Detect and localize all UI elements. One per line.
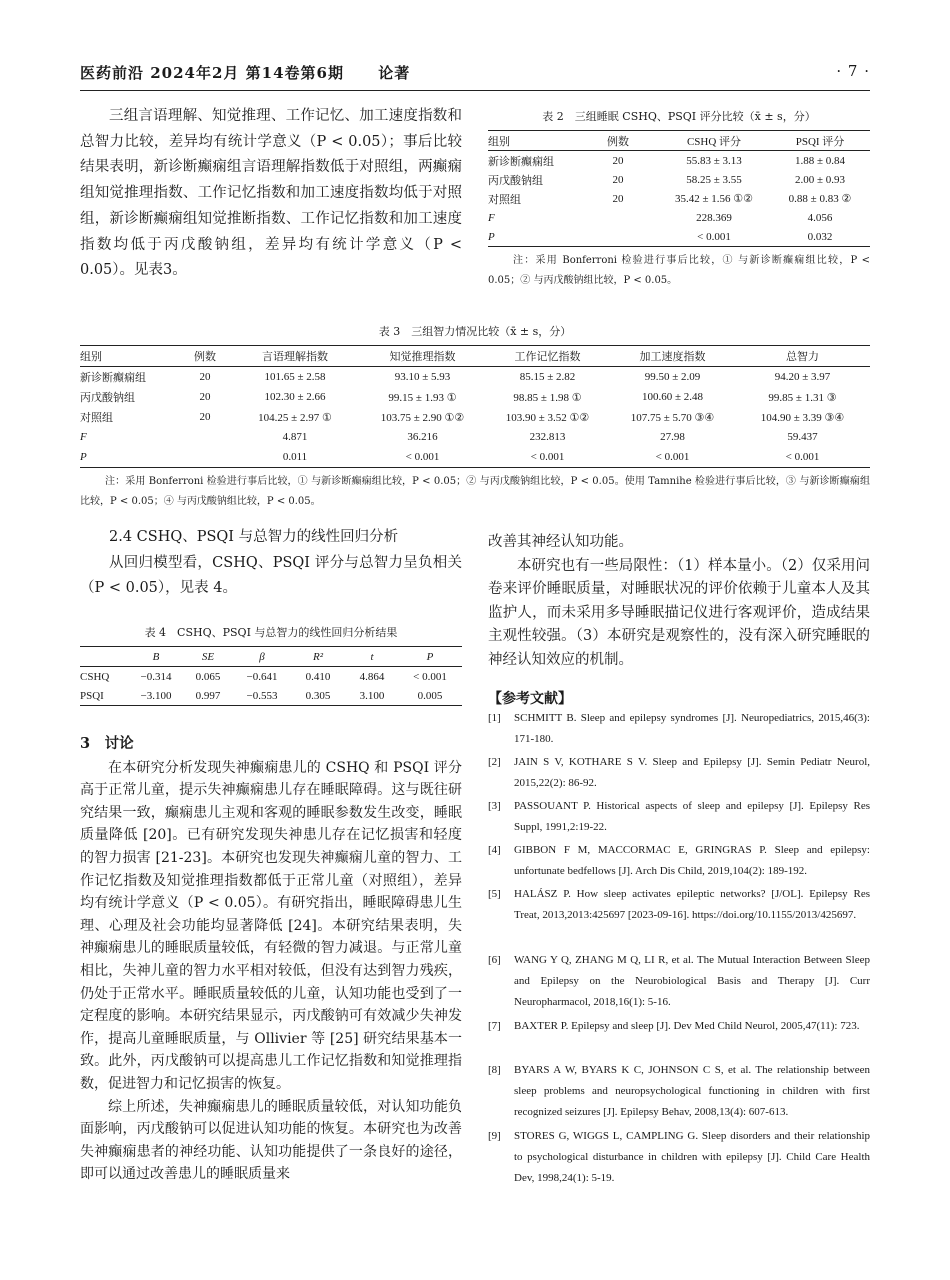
table-caption: 表 2 三组睡眠 CSHQ、PSQI 评分比较（x̄ ± s，分） bbox=[542, 110, 816, 123]
table-cell: 36.216 bbox=[407, 431, 438, 443]
table-cell: 20 bbox=[612, 154, 624, 167]
reference-item bbox=[488, 708, 870, 750]
reference-item bbox=[488, 840, 870, 882]
section-heading: 3 讨论 bbox=[80, 735, 134, 752]
table-header-row bbox=[80, 346, 870, 367]
section-2-4 bbox=[80, 525, 462, 602]
table-cell: −0.314 bbox=[140, 670, 172, 683]
table-cell: < 0.001 bbox=[485, 447, 610, 468]
column-header: 知觉推理指数 bbox=[360, 346, 485, 367]
table-cell: 3.100 bbox=[346, 686, 398, 706]
reference-text: JAIN S V, KOTHARE S V. Sleep and Epilepsy [J]. Semin Pediatr Neurol, 2015,22(2): 86-92. bbox=[514, 756, 870, 789]
column-header: t bbox=[346, 647, 398, 667]
table-cell: 20 bbox=[199, 411, 211, 423]
table-cell: 99.15 ± 1.93 ① bbox=[388, 391, 457, 404]
table-cell: 232.813 bbox=[529, 431, 566, 443]
table-cell: −0.553 bbox=[234, 686, 290, 706]
results-paragraph bbox=[80, 104, 462, 284]
table-cell: 101.65 ± 2.58 bbox=[264, 371, 326, 383]
table-cell: 107.75 ± 5.70 ③④ bbox=[630, 411, 715, 424]
paragraph-text: 在本研究分析发现失神癫痫患儿的 CSHQ 和 PSQI 评分高于正常儿童，提示失神癫痫患儿存在睡眠障碍。这与既往研究结果一致，癫痫患儿主观和客观的睡眠参数发生改变，睡眠质量降低 [20]。已有研究发现失神患儿存在记忆损害和轻度的智力损害 [21-23]。本研究也发现失神癫痫儿童的智力、工作记忆指数及知觉推理指数都低于正常儿童（对照组），差异均有统计学意义（P < 0.05）。有研究指出，睡眠障碍患儿生理、心理及社会功能均显著降低 [24]。本研究结果表明，失神癫痫患儿的睡眠质量较低，有轻微的智力减退。与正常儿童相比，失神儿童的智力水平相对较低，但没有达到智力残疾，仍处于正常水平。睡眠质量较低的儿童，认知功能也受到了一定程度的影响。本研究结果显示，丙戊酸钠可有效减少失神发作，提高儿童睡眠质量，与 Ollivier 等 [25] 研究结果基本一致。此外，丙戊酸钠可以提高患儿工作记忆指数和知觉推理指数，促进智力和记忆损害的恢复。 bbox=[80, 759, 462, 1092]
header-rule bbox=[80, 90, 870, 91]
table-cell: PSQI bbox=[80, 686, 130, 706]
table-cell: 0.997 bbox=[182, 686, 234, 706]
table-row bbox=[80, 367, 870, 388]
table-caption: 表 3 三组智力情况比较（x̄ ± s，分） bbox=[378, 325, 572, 338]
column-header: 例数 bbox=[180, 346, 230, 367]
table-row bbox=[488, 227, 870, 247]
table-4 bbox=[80, 624, 462, 706]
column-header: β bbox=[234, 647, 290, 667]
table-cell: 102.30 ± 2.66 bbox=[264, 391, 326, 403]
column-header: B bbox=[130, 647, 182, 667]
table-note bbox=[488, 251, 870, 291]
column-header: 加工速度指数 bbox=[610, 346, 735, 367]
table-row bbox=[80, 447, 870, 468]
table-cell: < 0.001 bbox=[360, 447, 485, 468]
reference-number: [2] bbox=[488, 756, 501, 768]
table-row bbox=[80, 407, 870, 427]
column-header: 工作记忆指数 bbox=[485, 346, 610, 367]
table-cell: < 0.001 bbox=[735, 447, 870, 468]
table-row bbox=[488, 208, 870, 227]
reference-number: [7] bbox=[488, 1020, 501, 1032]
table-cell bbox=[180, 447, 230, 468]
reference-text: SCHMITT B. Sleep and epilepsy syndromes [J]. Neuropediatrics, 2015,46(3): 171-180. bbox=[514, 712, 870, 745]
table-row bbox=[80, 427, 870, 447]
column-header: 例数 bbox=[578, 131, 658, 151]
reference-item bbox=[488, 796, 870, 838]
reference-text: GIBBON F M, MACCORMAC E, GRINGRAS P. Sleep and epilepsy: unfortunate bedfellows [J]. Arch Dis Child, 2019,104(2): 189-192. bbox=[514, 844, 870, 877]
table-cell: 0.065 bbox=[195, 670, 221, 683]
table-cell: 2.00 ± 0.93 bbox=[794, 173, 846, 186]
table-cell: 20 bbox=[612, 173, 624, 186]
table-cell: 20 bbox=[199, 391, 211, 403]
paragraph-text: 从回归模型看，CSHQ、PSQI 评分与总智力呈负相关（P < 0.05），见表 4。 bbox=[80, 554, 462, 597]
reference-number: [6] bbox=[488, 954, 501, 966]
column-header: R² bbox=[290, 647, 346, 667]
table-cell: 丙戊酸钠组 bbox=[488, 174, 543, 187]
table-cell bbox=[578, 208, 658, 227]
reference-text: WANG Y Q, ZHANG M Q, LI R, et al. The Mutual Interaction Between Sleep and Epilepsy on the Neurobiological Basis and Therapy [J]. Curr Neuropharmacol, 2018,16(1): 5-16. bbox=[514, 954, 870, 1008]
paragraph-text: 三组言语理解、知觉推理、工作记忆、加工速度指数和总智力比较，差异均有统计学意义（P < 0.05）；事后比较结果表明，新诊断癫痫组言语理解指数低于对照组，两癫痫组知觉推理指数、工作记忆指数和加工速度指数均低于对照组，新诊断癫痫组知觉推断指数、工作记忆指数和加工速度指数均低于丙戊酸钠组，差异均有统计学意义（P < 0.05）。见表3。 bbox=[80, 108, 462, 279]
section-heading: 2.4 CSHQ、PSQI 与总智力的线性回归分析 bbox=[109, 529, 399, 545]
table-cell: P bbox=[80, 447, 180, 468]
reference-number: [3] bbox=[488, 800, 501, 812]
table-cell bbox=[180, 427, 230, 447]
reference-text: PASSOUANT P. Historical aspects of sleep and epilepsy [J]. Epilepsy Res Suppl, 1991,2:19-22. bbox=[514, 800, 870, 833]
table-row bbox=[80, 667, 462, 687]
table-cell: 27.98 bbox=[660, 431, 685, 443]
table-cell: 99.85 ± 1.31 ③ bbox=[768, 391, 837, 404]
table-row bbox=[80, 387, 870, 407]
table-cell: < 0.001 bbox=[413, 670, 447, 683]
table-row bbox=[80, 686, 462, 706]
table-3 bbox=[80, 323, 870, 512]
reference-text: HALÁSZ P. How sleep activates epileptic networks? [J/OL]. Epilepsy Res Treat, 2013,2013:425697 [2023-09-16]. https://doi.org/10.1155/2013/425697. bbox=[514, 888, 870, 921]
table-cell: 20 bbox=[199, 371, 211, 383]
reference-text: BYARS A W, BYARS K C, JOHNSON C S, et al. The relationship between sleep problems and neuropsychological functioning in children with first recognized seizures [J]. Epilepsy Behav, 2008,13(4): 607-613. bbox=[514, 1064, 870, 1118]
reference-item bbox=[488, 1016, 870, 1037]
table-cell: 59.437 bbox=[787, 431, 818, 443]
table-note bbox=[80, 472, 870, 512]
reference-item bbox=[488, 950, 870, 1013]
reference-item bbox=[488, 752, 870, 794]
table-header-row bbox=[80, 647, 462, 667]
paragraph-text: 改善其神经认知功能。 bbox=[488, 534, 633, 550]
table-row bbox=[488, 151, 870, 171]
table-cell: 99.50 ± 2.09 bbox=[644, 371, 701, 383]
note-text: 注：采用 Bonferroni 检验进行事后比较，① 与新诊断癫痫组比较，P < 0.05；② 与丙戊酸钠组比较，P < 0.05。使用 Tamnihe 检验进行事后比较，③ 与新诊断癫痫组比较，P < 0.05；④ 与丙戊酸钠组比较，P < 0.05。 bbox=[80, 476, 870, 507]
table-cell: 103.90 ± 3.52 ①② bbox=[505, 411, 590, 424]
table-cell: 4.056 bbox=[807, 211, 833, 224]
paragraph-text: 本研究也有一些局限性：（1）样本量小。（2）仅采用问卷来评价睡眠质量，对睡眠状况的评价依赖于儿童本人及其监护人，而未采用多导睡眠描记仪进行客观评价，造成结果主观性较强。（3）本研究是观察性的，没有深入研究睡眠的神经认知效应的机制。 bbox=[488, 557, 870, 668]
table-cell: 0.032 bbox=[770, 227, 870, 247]
table-cell: 1.88 ± 0.84 bbox=[794, 154, 846, 167]
table-cell: 4.864 bbox=[359, 670, 385, 683]
table-2 bbox=[488, 108, 870, 291]
table-cell: 0.011 bbox=[230, 447, 360, 468]
table-caption: 表 4 CSHQ、PSQI 与总智力的线性回归分析结果 bbox=[144, 626, 398, 639]
table-cell: −0.641 bbox=[246, 670, 278, 683]
table-row bbox=[488, 189, 870, 208]
table-cell: F bbox=[488, 211, 495, 224]
table-cell: 20 bbox=[612, 192, 624, 205]
table-4-grid bbox=[80, 646, 462, 706]
section-label: 论著 bbox=[378, 64, 411, 82]
column-header bbox=[80, 647, 130, 667]
table-cell: 103.75 ± 2.90 ①② bbox=[380, 411, 465, 424]
paragraph-text: 综上所述，失神癫痫患儿的睡眠质量较低，对认知功能负面影响，丙戊酸钠可以促进认知功能的恢复。本研究也为改善失神癫痫患者的神经功能、认知功能提供了一条良好的途径，即可以通过改善患儿的睡眠质量来 bbox=[80, 1098, 462, 1183]
table-cell: < 0.001 bbox=[658, 227, 770, 247]
reference-text: BAXTER P. Epilepsy and sleep [J]. Dev Med Child Neurol, 2005,47(11): 723. bbox=[514, 1020, 860, 1032]
column-header: 组别 bbox=[488, 131, 578, 151]
table-cell bbox=[578, 227, 658, 247]
table-2-grid bbox=[488, 130, 870, 247]
reference-text: STORES G, WIGGS L, CAMPLING G. Sleep disorders and their relationship to psychological disturbance in children with epilepsy [J]. Child Care Health Dev, 1998,24(1): 5-19. bbox=[514, 1130, 870, 1184]
reference-number: [5] bbox=[488, 888, 501, 900]
table-cell: CSHQ bbox=[80, 670, 110, 683]
references-heading: 【参考文献】 bbox=[488, 691, 572, 707]
table-cell: 对照组 bbox=[80, 412, 113, 424]
table-cell: 35.42 ± 1.56 ①② bbox=[674, 193, 753, 205]
table-3-grid bbox=[80, 345, 870, 468]
table-cell: 0.88 ± 0.83 ② bbox=[788, 193, 852, 205]
page-number: · 7 · bbox=[836, 62, 870, 80]
reference-item bbox=[488, 1126, 870, 1189]
table-cell: 228.369 bbox=[696, 211, 732, 224]
running-header bbox=[80, 62, 870, 86]
table-cell: 104.90 ± 3.39 ③④ bbox=[760, 411, 845, 424]
table-cell: 58.25 ± 3.55 bbox=[686, 173, 742, 186]
reference-item bbox=[488, 1060, 870, 1123]
reference-item bbox=[488, 884, 870, 926]
table-cell: 新诊断癫痫组 bbox=[80, 372, 146, 384]
journal-info: 医药前沿 2024年2月 第14卷第6期 bbox=[80, 64, 344, 82]
table-cell: F bbox=[80, 431, 87, 443]
table-cell: 98.85 ± 1.98 ① bbox=[513, 391, 582, 404]
table-cell: −3.100 bbox=[130, 686, 182, 706]
table-cell: 丙戊酸钠组 bbox=[80, 392, 135, 404]
reference-number: [9] bbox=[488, 1130, 501, 1142]
table-cell: < 0.001 bbox=[610, 447, 735, 468]
table-cell: 104.25 ± 2.97 ① bbox=[258, 411, 332, 424]
column-header: SE bbox=[182, 647, 234, 667]
table-cell: P bbox=[488, 227, 578, 247]
note-text: 注：采用 Bonferroni 检验进行事后比较，① 与新诊断癫痫组比较，P < 0.05；② 与丙戊酸钠组比较，P < 0.05。 bbox=[488, 255, 870, 286]
column-header: CSHQ 评分 bbox=[658, 131, 770, 151]
table-cell: 94.20 ± 3.97 bbox=[774, 371, 831, 383]
discussion-continued bbox=[488, 531, 870, 673]
table-cell: 100.60 ± 2.48 bbox=[641, 391, 704, 403]
table-cell: 55.83 ± 3.13 bbox=[686, 154, 742, 167]
table-row bbox=[488, 170, 870, 189]
table-header-row bbox=[488, 131, 870, 151]
table-cell: 93.10 ± 5.93 bbox=[394, 371, 451, 383]
reference-number: [8] bbox=[488, 1064, 501, 1076]
table-cell: 85.15 ± 2.82 bbox=[519, 371, 576, 383]
column-header: P bbox=[398, 647, 462, 667]
column-header: 组别 bbox=[80, 346, 180, 367]
column-header: 言语理解指数 bbox=[230, 346, 360, 367]
column-header: PSQI 评分 bbox=[770, 131, 870, 151]
column-header: 总智力 bbox=[735, 346, 870, 367]
table-cell: 4.871 bbox=[282, 431, 308, 443]
reference-number: [1] bbox=[488, 712, 501, 724]
table-cell: 0.410 bbox=[305, 670, 331, 683]
table-cell: 对照组 bbox=[488, 193, 521, 206]
table-cell: 0.305 bbox=[290, 686, 346, 706]
table-cell: 0.005 bbox=[398, 686, 462, 706]
section-3 bbox=[80, 733, 462, 1186]
table-cell: 新诊断癫痫组 bbox=[488, 155, 554, 168]
reference-number: [4] bbox=[488, 844, 501, 856]
